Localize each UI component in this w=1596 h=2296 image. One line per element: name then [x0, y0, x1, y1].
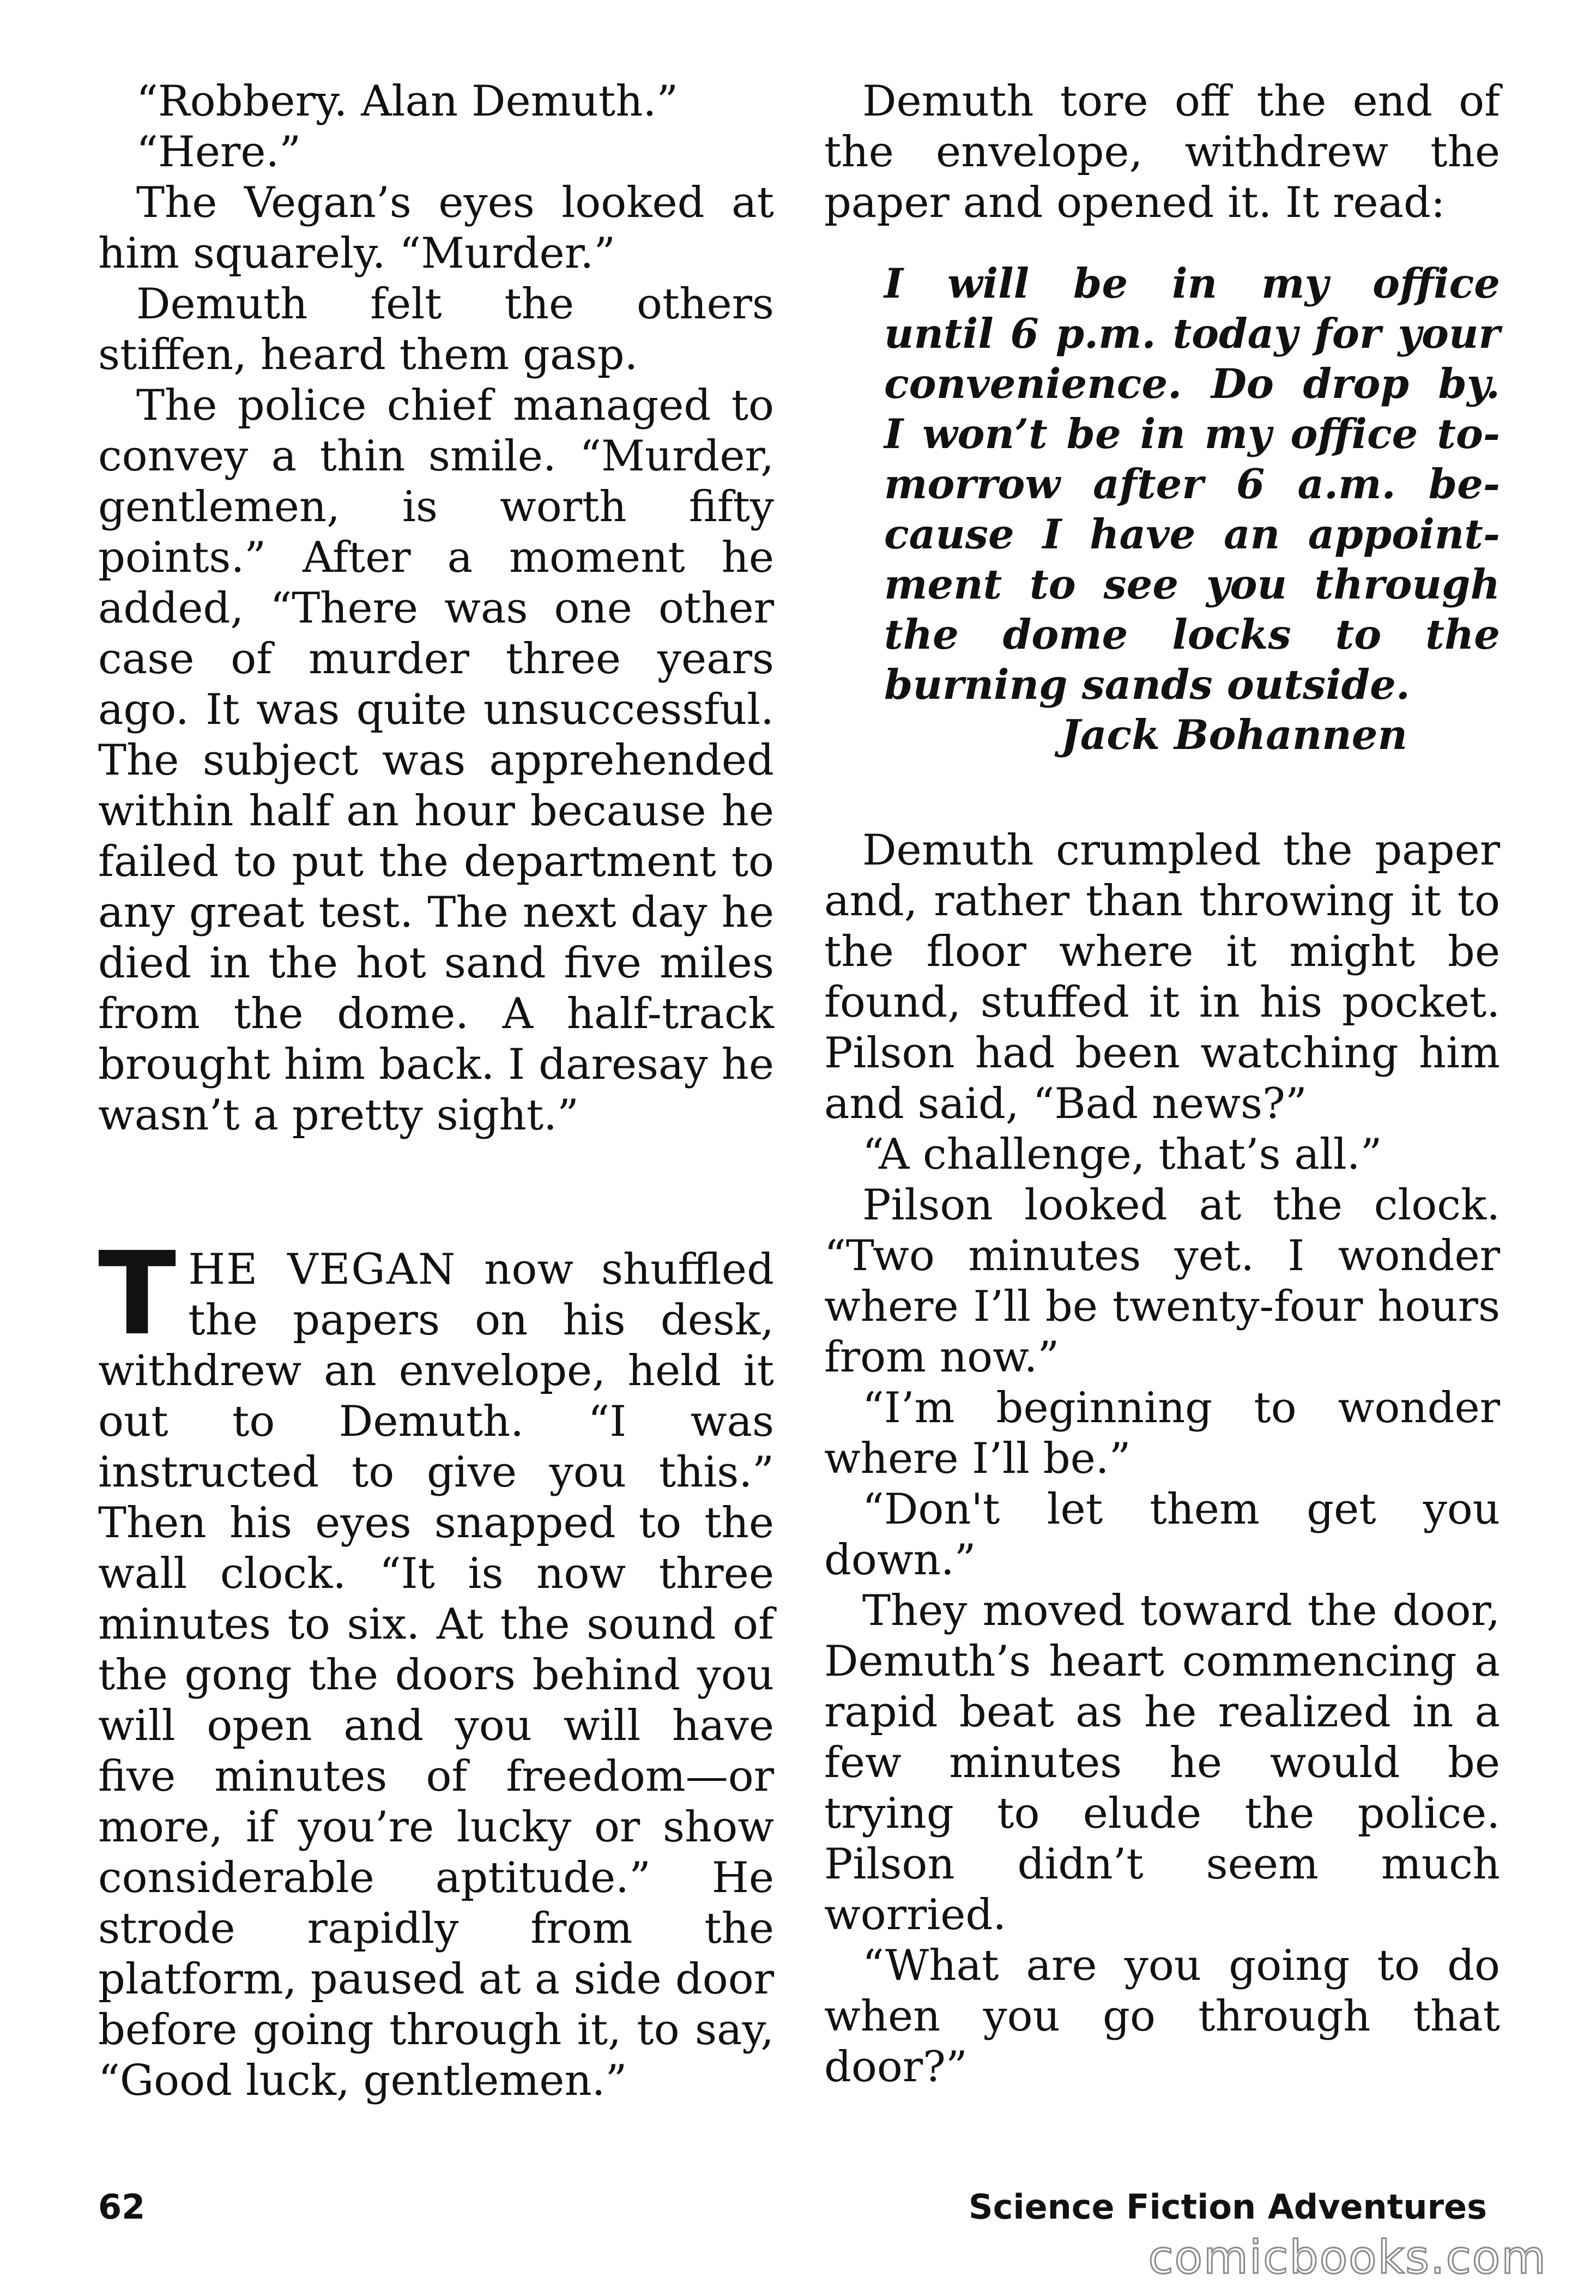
- page-number: 62: [98, 2187, 146, 2227]
- drop-cap: T: [98, 1227, 177, 1361]
- letter-line: morrow after 6 a.m. be-: [884, 460, 1500, 508]
- left-column: [98, 76, 774, 2106]
- paragraph: They moved toward the door, Demuth’s heart commencing a rapid beat as he realized in a few minutes he would be trying to elude the police. Pilson didn’t seem much worried.: [824, 1586, 1500, 1939]
- letter-line: cause I have an appoint-: [884, 510, 1500, 558]
- paragraph: Demuth tore off the end of the envelope, withdrew the paper and opened it. It read:: [824, 77, 1500, 227]
- paragraph: “Robbery. Alan Demuth.”: [136, 77, 679, 126]
- section-lead: HE VEGAN: [188, 1245, 457, 1294]
- paragraph: Demuth felt the others stiffen, heard them gasp.: [98, 280, 774, 379]
- paragraph: The police chief managed to convey a thin smile. “Murder, gentlemen, is worth fifty points.” After a moment he added, “There was one other case of murder three years ago. It was quite unsuccessful. The subject was apprehended within half an hour because he failed to put the department to any great test. The next day he died in the hot sand five miles from the dome. A half-track brought him back. I daresay he wasn’t a pretty sight.”: [98, 381, 774, 1140]
- paragraph: Demuth crumpled the paper and, rather than throwing it to the floor where it might be found, stuffed it in his pocket. Pilson had been watching him and said, “Bad news?”: [824, 826, 1500, 1128]
- letter-line: ment to see you through: [884, 560, 1500, 608]
- paragraph: The Vegan’s eyes looked at him squarely. “Murder.”: [98, 178, 774, 278]
- after-letter-text: [824, 825, 1500, 2093]
- right-column: [824, 76, 1500, 2093]
- magazine-title: Science Fiction Adventures: [968, 2187, 1487, 2227]
- paragraph: “Here.”: [136, 128, 301, 177]
- paragraph: “A challenge, that’s all.”: [862, 1130, 1382, 1179]
- letter-line: I will be in my office: [884, 259, 1500, 307]
- letter-note: [824, 258, 1500, 710]
- letter-line: convenience. Do drop by.: [884, 360, 1500, 408]
- paragraph: “What are you going to do when you go through that door?”: [824, 1941, 1500, 2092]
- letter-line: until 6 p.m. today for your: [884, 310, 1500, 358]
- section-paragraph: [98, 1227, 774, 2106]
- section-text: now shuffled the papers on his desk, withdrew an envelope, held it out to Demuth. “I was instructed to give you this.” Then his eyes snapped to the wall clock. “It is now three minutes to six. At the sound of the gong the doors behind you will open and you will have five minutes of freedom—or more, if you’re lucky or show considerable aptitude.” He strode rapidly from the platform, paused at a side door before going through it, to say, “Good luck, gentlemen.”: [98, 1245, 774, 2105]
- paragraph: “I’m beginning to wonder where I’ll be.”: [824, 1383, 1500, 1483]
- watermark: comicbooks.com: [1148, 2231, 1547, 2284]
- paragraph: Pilson looked at the clock. “Two minutes yet. I wonder where I’ll be twenty-four hours from now.”: [824, 1181, 1500, 1382]
- letter-signature: Jack Bohannen: [1061, 711, 1407, 759]
- letter-line: the dome locks to the: [884, 611, 1500, 658]
- letter-line: I won’t be in my office to-: [884, 410, 1500, 458]
- letter-line: burning sands outside.: [884, 661, 1410, 709]
- paragraph: “Don't let them get you down.”: [824, 1485, 1500, 1585]
- section-break: [98, 1141, 774, 1244]
